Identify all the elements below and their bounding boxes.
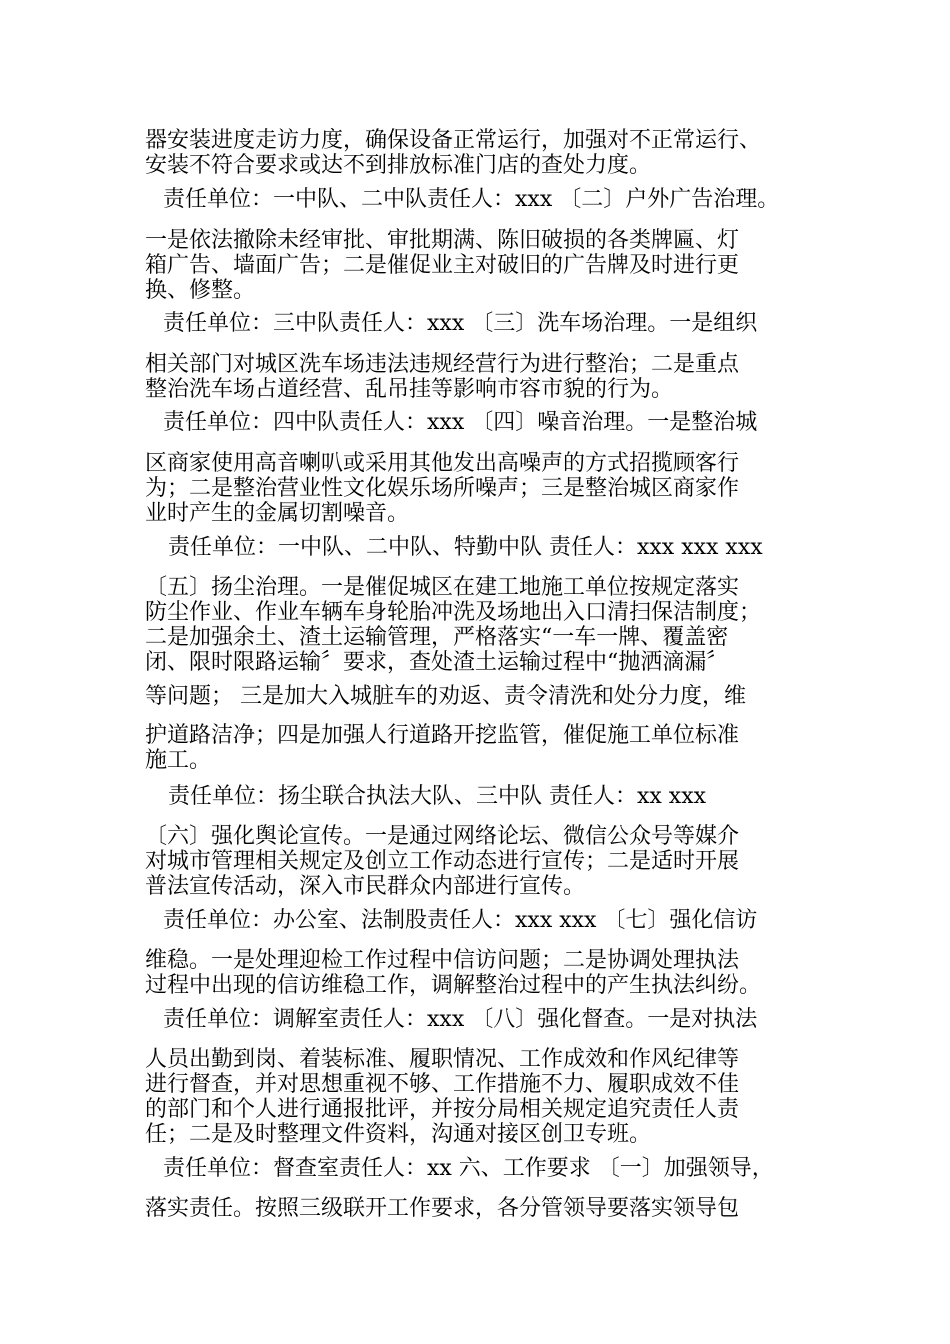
text-line: 责任单位：一中队、二中队、特勤中队 责任人：xxx xxx xxx bbox=[168, 535, 763, 560]
text-line: 责任单位：办公室、法制股责任人：xxx xxx 〔七〕强化信访 bbox=[163, 908, 758, 933]
text-line: 二是加强余土、渣土运输管理，严格落实“一车一牌、覆盖密 bbox=[145, 625, 729, 650]
text-line: 的部门和个人进行通报批评，并按分局相关规定追究责任人责 bbox=[145, 1097, 740, 1122]
text-line: 责任单位：督查室责任人：xx 六、工作要求 〔一〕加强领导， bbox=[163, 1156, 774, 1181]
text-line: 过程中出现的信访维稳工作，调解整治过程中的产生执法纠纷。 bbox=[145, 973, 762, 998]
text-line: 防尘作业、作业车辆车身轮胎冲洗及场地出入口清扫保洁制度； bbox=[145, 600, 762, 625]
text-line: 责任单位：四中队责任人：xxx 〔四〕噪音治理。一是整治城 bbox=[163, 410, 758, 435]
text-line: 器安装进度走访力度，确保设备正常运行，加强对不正常运行、 bbox=[145, 128, 762, 153]
text-line: 普法宣传活动，深入市民群众内部进行宣传。 bbox=[145, 874, 586, 899]
text-line: 等问题； 三是加大入城脏车的劝返、责令清洗和处分力度，维 bbox=[145, 684, 746, 709]
text-line: 施工。 bbox=[145, 748, 212, 773]
text-line: 换、修整。 bbox=[145, 278, 256, 303]
text-line: 安装不符合要求或达不到排放标准门店的查处力度。 bbox=[145, 153, 652, 178]
text-line: 责任单位：三中队责任人：xxx 〔三〕洗车场治理。一是组织 bbox=[163, 311, 758, 336]
text-line: 责任单位：调解室责任人：xxx 〔八〕强化督查。一是对执法 bbox=[163, 1007, 758, 1032]
text-line: 责任单位：扬尘联合执法大队、三中队 责任人：xx xxx bbox=[168, 784, 707, 809]
text-line: 人员出勤到岗、着装标准、履职情况、工作成效和作风纪律等 bbox=[145, 1047, 740, 1072]
text-line: 业时产生的金属切割噪音。 bbox=[145, 501, 410, 526]
text-line: 护道路洁净；四是加强人行道路开挖监管，催促施工单位标准 bbox=[145, 723, 740, 748]
text-line: 〔五〕扬尘治理。一是催促城区在建工地施工单位按规定落实 bbox=[145, 575, 740, 600]
text-line: 进行督查，并对思想重视不够、工作措施不力、履职成效不佳 bbox=[145, 1072, 740, 1097]
text-line: 责任单位：一中队、二中队责任人：xxx 〔二〕户外广告治理。 bbox=[163, 187, 780, 212]
text-line: 为；二是整治营业性文化娱乐场所噪声；三是整治城区商家作 bbox=[145, 476, 740, 501]
text-line: 任；二是及时整理文件资料，沟通对接区创卫专班。 bbox=[145, 1122, 652, 1147]
text-line: 箱广告、墙面广告；二是催促业主对破旧的广告牌及时进行更 bbox=[145, 253, 740, 278]
text-line: 一是依法撤除未经审批、审批期满、陈旧破损的各类牌匾、灯 bbox=[145, 228, 740, 253]
text-line: 区商家使用高音喇叭或采用其他发出高噪声的方式招揽顾客行 bbox=[145, 451, 740, 476]
text-line: 落实责任。按照三级联开工作要求，各分管领导要落实领导包 bbox=[145, 1196, 740, 1221]
text-line: 相关部门对城区洗车场违法违规经营行为进行整治；二是重点 bbox=[145, 352, 740, 377]
text-line: 〔六〕强化舆论宣传。一是通过网络论坛、微信公众号等媒介 bbox=[145, 824, 740, 849]
text-line: 闭、限时限路运输〞要求，查处渣土运输过程中“抛洒滴漏〞 bbox=[145, 650, 729, 675]
text-line: 对城市管理相关规定及创立工作动态进行宣传；二是适时开展 bbox=[145, 849, 740, 874]
text-line: 维稳。一是处理迎检工作过程中信访问题；二是协调处理执法 bbox=[145, 948, 740, 973]
text-line: 整治洗车场占道经营、乱吊挂等影响市容市貌的行为。 bbox=[145, 377, 674, 402]
